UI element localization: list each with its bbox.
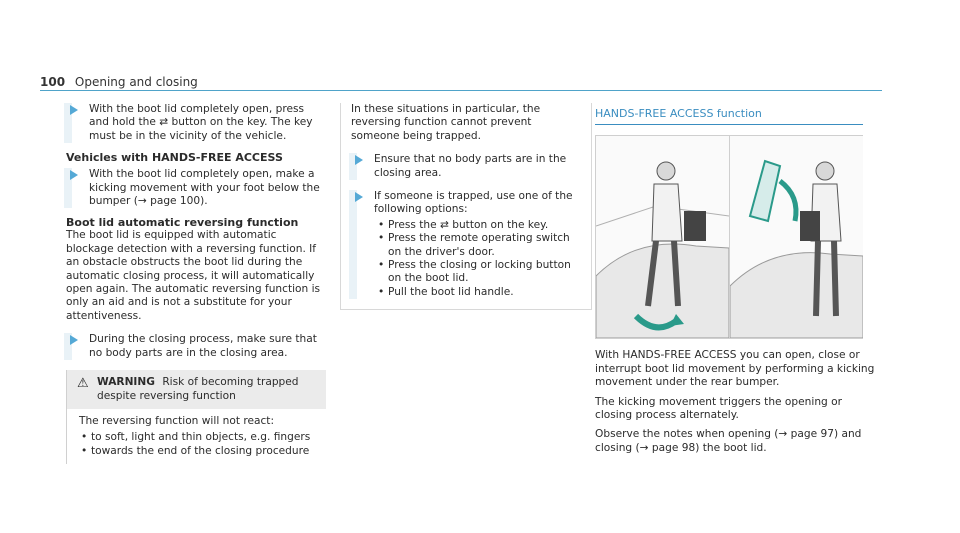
lid-open-illustration [730, 136, 863, 338]
step-arrow-icon [355, 192, 363, 202]
hands-free-description [595, 349, 880, 455]
warning-triangle-icon: ⚠ [77, 376, 89, 392]
warning-box [66, 370, 326, 464]
instruction-step [66, 168, 326, 208]
list-item: • Press the remote operating switch on the driver's door. [376, 232, 583, 259]
list-item: • Pull the boot lid handle. [376, 286, 583, 299]
list-item: • Press the closing or locking button on the boot lid. [376, 259, 583, 286]
person-kick-illustration [596, 136, 729, 338]
instruction-step [66, 333, 326, 360]
step-text: During the closing process, make sure that no body parts are in the closing area. [89, 333, 317, 359]
section-heading: Vehicles with HANDS-FREE ACCESS [66, 151, 283, 165]
paragraph: The boot lid is equipped with automatic blockage detection with a reversing function. If an obstacle obstructs the boot lid during the automatic closing process, it will automatically open again. The automatic reversing function is only an aid and is not a substitute for your attentiveness. [66, 229, 321, 322]
hands-free-illustration [595, 135, 863, 339]
section-title-hands-free: HANDS-FREE ACCESS function [595, 107, 863, 125]
page-header [40, 75, 198, 89]
illustration-panel-kick [596, 136, 729, 338]
list-item: • to soft, light and thin objects, e.g. fingers [79, 431, 316, 444]
warning-header [67, 370, 326, 409]
step-arrow-icon [70, 105, 78, 115]
warning-continuation [340, 103, 592, 310]
warning-label: WARNING [97, 376, 155, 389]
step-arrow-icon [70, 170, 78, 180]
column-right [595, 103, 880, 461]
header-divider [40, 90, 882, 91]
warning-intro: The reversing function will not react: [79, 414, 275, 427]
section-title: Opening and closing [74, 75, 198, 89]
step-text: If someone is trapped, use one of the following options: [374, 190, 573, 216]
column-left [66, 103, 326, 464]
paragraph: The kicking movement triggers the opening or closing process alternately. [595, 395, 842, 422]
instruction-step [66, 103, 326, 143]
paragraph: With HANDS-FREE ACCESS you can open, close or interrupt boot lid movement by performing a kicking movement under the rear bumper. [595, 349, 875, 389]
paragraph: Observe the notes when opening (→ page 97) and closing (→ page 98) the boot lid. [595, 428, 862, 454]
step-text: With the boot lid completely open, make a kicking movement with your foot below the bumper (→ page 100). [89, 168, 320, 208]
warning-body [67, 409, 326, 464]
column-middle [340, 103, 592, 310]
list-item: • towards the end of the closing procedure [79, 445, 316, 458]
step-arrow-icon [355, 155, 363, 165]
instruction-step [351, 190, 583, 299]
list-item: • Press the ⇄ button on the key. [376, 219, 583, 232]
warning-title: Risk of becoming trapped despite reversing function [97, 376, 299, 402]
illustration-panel-lid-open [729, 136, 863, 338]
step-arrow-icon [70, 335, 78, 345]
step-text: Ensure that no body parts are in the closing area. [374, 153, 567, 179]
page-number: 100 [40, 75, 66, 89]
instruction-step [351, 153, 583, 180]
section-heading: Boot lid automatic reversing function [66, 216, 299, 230]
options-list [376, 219, 583, 299]
paragraph: In these situations in particular, the reversing function cannot prevent someone being trapped. [351, 103, 541, 142]
step-text: With the boot lid completely open, press and hold the ⇄ button on the key. The key must be in the vicinity of the vehicle. [89, 103, 313, 142]
